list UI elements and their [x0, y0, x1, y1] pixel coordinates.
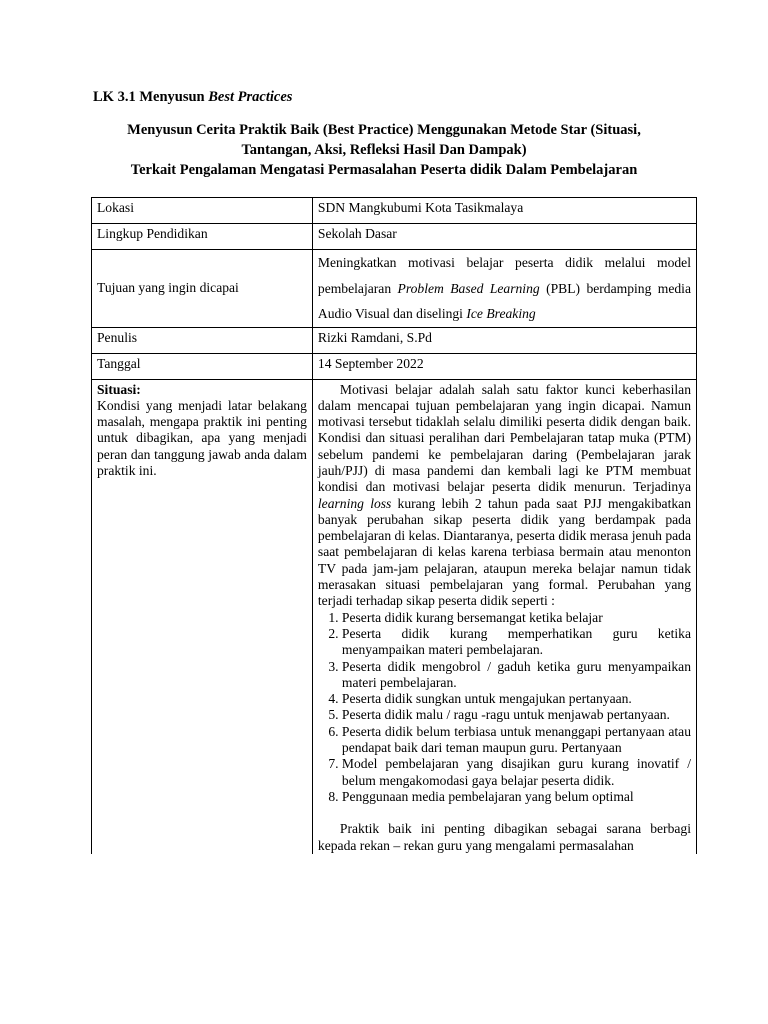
situasi-paragraph-1	[318, 382, 691, 610]
row-tujuan	[92, 250, 697, 328]
list-item: 8. Penggunaan media pembelajaran yang belum optimal	[342, 789, 691, 805]
heading-prefix: LK 3.1 Menyusun	[93, 89, 209, 105]
title-line-2: Tantangan, Aksi, Refleksi Hasil Dan Dampak)	[241, 142, 527, 158]
tujuan-italic-2: Ice Breaking	[466, 306, 536, 321]
penulis-label: Penulis	[92, 327, 313, 353]
situasi-paragraph-2: Praktik baik ini penting dibagikan sebagai sarana berbagi kepada rekan – rekan guru yang mengalami permasalahan	[317, 821, 691, 853]
problem-list	[318, 610, 691, 806]
para1-text-a: Motivasi belajar adalah salah satu faktor kunci keberhasilan dalam mencapai tujuan pembelajaran yang ingin dicapai. Namun motivasi tersebut tidaklah selalu dimiliki peserta didik dengan baik. Kondisi dan situasi peralihan dari Pembelajaran tatap muka (PTM) sebelum pandemi ke pembelajaran daring (Pembelajaran jarak jauh/PJJ) di masa pandemi dan kembali lagi ke PTM membuat kondisi dan motivasi belajar peserta didik menurun. Terjadinya	[317, 381, 691, 495]
lingkup-value: Sekolah Dasar	[312, 224, 696, 250]
list-item: 5. Peserta didik malu / ragu -ragu untuk menjawab pertanyaan.	[342, 707, 691, 723]
list-item: 3. Peserta didik mengobrol / gaduh ketika guru menyampaikan materi pembelajaran.	[342, 659, 691, 692]
tujuan-value	[312, 250, 696, 328]
title-line-1: Menyusun Cerita Praktik Baik (Best Practice) Menggunakan Metode Star (Situasi,	[127, 122, 641, 138]
lokasi-label: Lokasi	[92, 198, 313, 224]
penulis-value: Rizki Ramdani, S.Pd	[312, 327, 696, 353]
worksheet-heading	[93, 89, 292, 106]
title-line-3: Terkait Pengalaman Mengatasi Permasalahan Peserta didik Dalam Pembelajaran	[130, 162, 638, 178]
spacer	[318, 805, 691, 821]
row-penulis	[92, 327, 697, 353]
list-item: 7. Model pembelajaran yang disajikan guru kurang inovatif / belum mengakomodasi gaya belajar peserta didik.	[342, 756, 691, 789]
tujuan-text-2: (PBL) berdamping media Audio Visual dan diselingi	[317, 280, 691, 321]
row-situasi	[92, 379, 697, 854]
heading-italic: Best Practices	[208, 89, 293, 105]
tanggal-label: Tanggal	[92, 353, 313, 379]
lingkup-label: Lingkup Pendidikan	[92, 224, 313, 250]
tanggal-value: 14 September 2022	[312, 353, 696, 379]
tujuan-italic-1: Problem Based Learning	[397, 280, 540, 296]
list-item: 6. Peserta didik belum terbiasa untuk menanggapi pertanyaan atau pendapat baik dari teman maupun guru. Pertanyaan	[342, 724, 691, 757]
para1-text-b: kurang lebih 2 tahun pada saat PJJ mengakibatkan banyak perubahan sikap peserta didik yang berdampak pada pembelajaran di kelas. Diantaranya, peserta didik merasa jenuh pada saat pembelajaran di kelas karena terbiasa bermain atau menonton TV pada jam-jam pelajaran, ataupun mereka belajar namun tidak merasakan situasi pembelajaran yang formal. Perubahan yang terjadi terhadap sikap peserta didik seperti :	[317, 495, 691, 609]
situasi-label: Situasi:	[97, 381, 141, 397]
row-lingkup	[92, 224, 697, 250]
situasi-content	[312, 379, 696, 854]
best-practice-table	[91, 197, 697, 854]
tujuan-label: Tujuan yang ingin dicapai	[92, 250, 313, 328]
situasi-description: Kondisi yang menjadi latar belakang masalah, mengapa praktik ini penting untuk dibagikan, apa yang menjadi peran dan tanggung jawab anda dalam praktik ini.	[97, 397, 307, 478]
list-item: 4. Peserta didik sungkan untuk mengajukan pertanyaan.	[342, 691, 691, 707]
row-lokasi	[92, 198, 697, 224]
row-tanggal	[92, 353, 697, 379]
tujuan-text-1: Meningkatkan motivasi belajar peserta didik melalui model pembelajaran	[317, 255, 691, 296]
list-item: 1. Peserta didik kurang bersemangat ketika belajar	[342, 610, 691, 626]
situasi-cell	[92, 379, 313, 854]
list-item: 2. Peserta didik kurang memperhatikan guru ketika menyampaikan materi pembelajaran.	[342, 626, 691, 659]
document-title	[88, 120, 680, 180]
para1-italic: learning loss	[317, 495, 392, 511]
lokasi-value: SDN Mangkubumi Kota Tasikmalaya	[312, 198, 696, 224]
